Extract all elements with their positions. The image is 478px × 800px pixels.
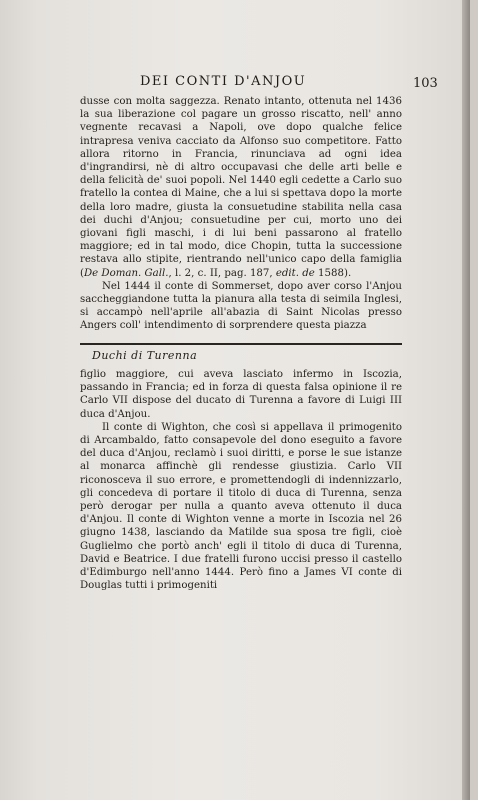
paragraph-wighton: Il conte di Wighton, che così si appellava il primogenito di Arcambaldo, fatto consapevole del dono eseguito a favore del duca d'Anjou, reclamò i suoi diritti, e porse le sue istanze al monarca affinchè gli rendesse giustizia. Carlo VII riconosceva il suo errore, e promettendogli di indennizzarlo, gli concedeva di portare il titolo di duca di Turenna, senza però derogar per nulla a quanto aveva ottenuto il duca d'Anjou. Il conte di Wighton venne a morte in Iscozia nel 26 giugno 1438, lasciando da Matilde sua sposa tre figli, cioè Guglielmo che portò anch' egli il titolo di duca di Turenna, David e Beatrice. I due fratelli furono uccisi presso il castello d'Edimburgo nell'anno 1444. Però fino a James VI conte di Douglas tutti i primogeniti: [80, 421, 402, 592]
citation-edition: edit. de: [275, 267, 315, 279]
running-title: DEI CONTI D'ANJOU: [140, 74, 307, 89]
page-number: 103: [413, 76, 438, 91]
section-divider: [80, 343, 402, 345]
citation-reference: , l. 2, c. II, pag. 187,: [168, 267, 276, 279]
paragraph-continuation: figlio maggiore, cui aveva lasciato infermo in Iscozia, passando in Francia; ed in forza di questa falsa opinione il re Carlo VII dispose del ducato di Turenna a favore di Luigi III duca d'Anjou.: [80, 369, 402, 420]
paragraph-sommerset: Nel 1444 il conte di Sommerset, dopo aver corso l'Anjou saccheggiandone tutta la pianura alla testa di seimila Inglesi, si accampò nell'aprile all'abazia di Saint Nicolas presso Angers coll' intendimento di sorprendere questa piazza: [80, 280, 402, 332]
citation-title: De Doman. Gall.: [83, 267, 169, 279]
paragraph-text: dusse con molta saggezza. Renato intanto, ottenuta nel 1436 la sua liberazione col pagare un grosso riscatto, nell' anno vegnente recavasi a Napoli, ove dopo qualche felice intrapresa veniva cacciato da Alfonso suo competitore. Fatto allora ritorno in Francia, rinunciava ad ogni idea d'ingrandirsi, nè di altro occupavasi che delle arti belle e della felicità de' suoi popoli. Nel 1440 egli cedette a Carlo suo fratello la contea di Maine, che a lui si spettava dopo la morte della loro madre, giusta la consuetudine stabilita nella casa dei duchi d'Anjou; consuetudine per cui, morto uno dei giovani figli maschi, i di lui beni passarono al fratello maggiore; ed in tal modo, dice Chopin, tutta la successione restava allo stipite, rientrando nell'unico capo della famiglia (: [80, 96, 402, 279]
upper-text-block: [80, 95, 402, 333]
section-title: Duchi di Turenna: [92, 349, 198, 362]
paragraph-continuation: [80, 95, 402, 280]
citation-year: 1588).: [314, 267, 352, 279]
page-edge: [462, 0, 470, 800]
lower-text-block: [80, 368, 402, 592]
